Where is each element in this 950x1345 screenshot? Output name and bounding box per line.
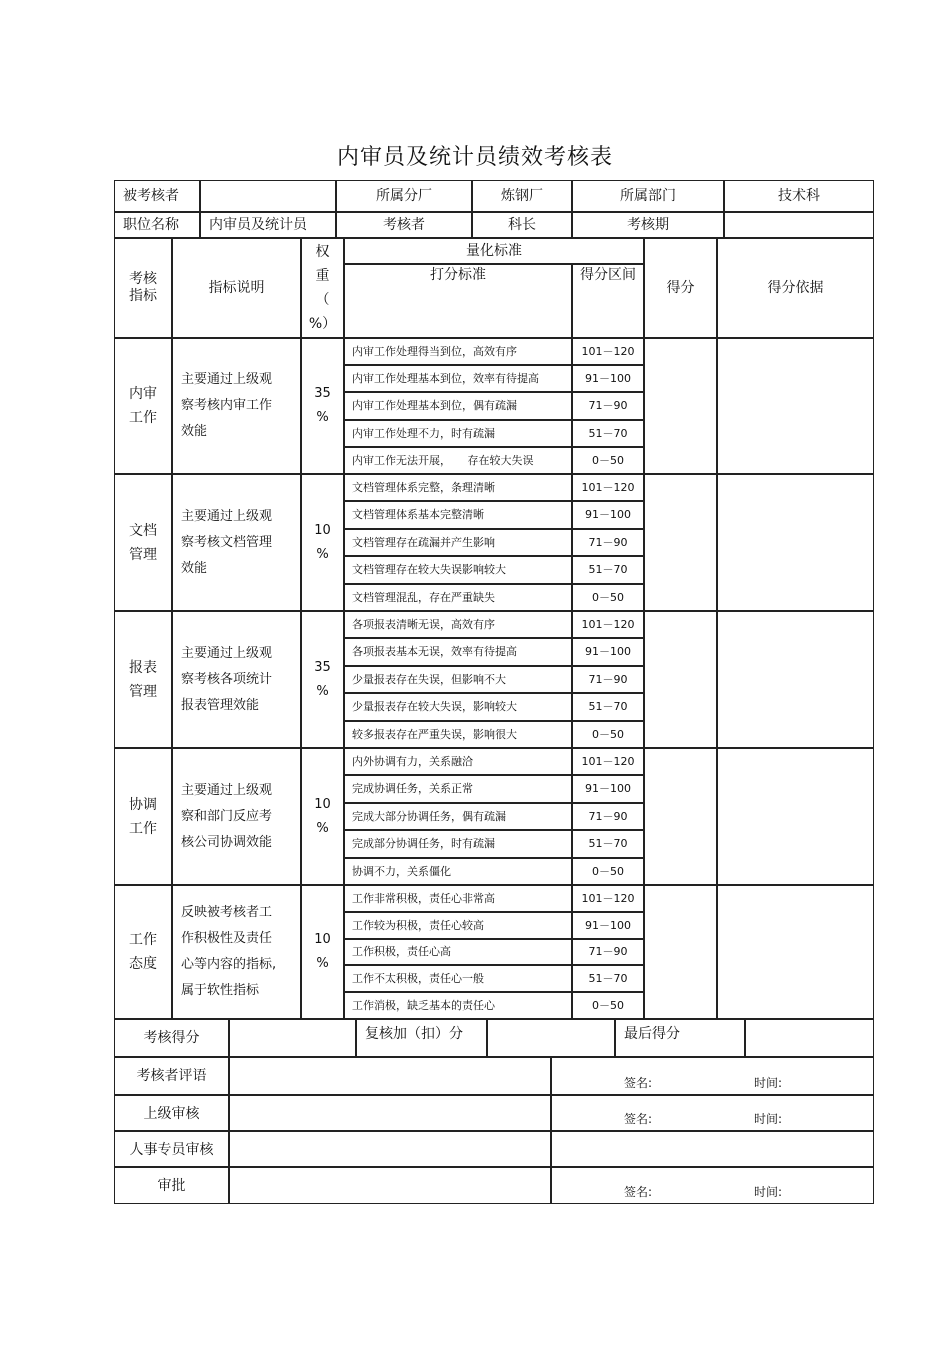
time-label: 时间: <box>754 1184 783 1199</box>
section-desc-5-line: 心等内容的指标, <box>181 957 277 972</box>
section-weight-1-line: 35 <box>314 386 331 401</box>
sign-label: 签名: <box>624 1111 653 1126</box>
criteria-4-3: 完成大部分协调任务，偶有疏漏 <box>344 803 572 830</box>
criteria-2-1: 文档管理体系完整，条理清晰 <box>344 474 572 501</box>
col-criteria: 打分标准 <box>344 264 572 338</box>
criteria-5-5: 工作消极，缺乏基本的责任心 <box>344 992 572 1019</box>
criteria-3-1: 各项报表清晰无误，高效有序 <box>344 611 572 638</box>
criteria-2-3: 文档管理存在疏漏并产生影响 <box>344 529 572 556</box>
footer-sign-cell-4[interactable] <box>551 1167 874 1204</box>
criteria-4-1: 内外协调有力，关系融洽 <box>344 748 572 775</box>
section-desc-3-line: 主要通过上级观 <box>181 645 273 661</box>
footer-sign-cell-2[interactable] <box>551 1095 874 1131</box>
header2-cell-6[interactable] <box>724 212 874 238</box>
criteria-3-2: 各项报表基本无误，效率有待提高 <box>344 638 572 666</box>
page-title: 内审员及统计员绩效考核表 <box>336 145 613 170</box>
criteria-3-3: 少量报表存在失误，但影响不大 <box>344 666 572 693</box>
col-indicator-line: 考核 <box>129 271 157 288</box>
header2-cell-5: 考核期 <box>572 212 724 238</box>
score-input-2[interactable] <box>644 474 717 611</box>
section-desc-1-line: 察考核内审工作 <box>181 398 273 413</box>
section-desc-3-line: 报表管理效能 <box>181 697 260 713</box>
section-desc-3 <box>172 611 301 748</box>
range-5-1: 101－120 <box>572 885 644 912</box>
footer-comment-2[interactable] <box>229 1095 551 1131</box>
section-desc-1-line: 效能 <box>181 424 208 439</box>
col-basis: 得分依据 <box>717 238 874 338</box>
score-input-4[interactable] <box>644 748 717 885</box>
footer-sign-cell-1[interactable] <box>551 1057 874 1095</box>
range-1-5: 0－50 <box>572 447 644 474</box>
section-weight-2-line: % <box>316 546 329 562</box>
range-2-4: 51－70 <box>572 556 644 584</box>
header-cell-6: 技术科 <box>724 180 874 212</box>
range-5-3: 71－90 <box>572 939 644 965</box>
section-weight-2-line: 10 <box>314 522 331 538</box>
basis-input-3[interactable] <box>717 611 874 748</box>
final-label: 最后得分 <box>615 1019 745 1057</box>
range-5-4: 51－70 <box>572 965 644 992</box>
review-label: 复核加（扣）分 <box>356 1019 487 1057</box>
section-name-4 <box>114 748 172 885</box>
criteria-3-5: 较多报表存在严重失误，影响很大 <box>344 721 572 748</box>
section-weight-5-line: 10 <box>314 932 331 947</box>
section-weight-4-line: % <box>316 820 329 836</box>
section-desc-5-line: 作积极性及责任 <box>181 931 273 946</box>
section-desc-5-line: 属于软性指标 <box>181 983 260 998</box>
header-cell-2[interactable] <box>200 180 336 212</box>
footer-comment-1[interactable] <box>229 1057 551 1095</box>
section-desc-2-line: 效能 <box>181 560 208 576</box>
header2-cell-4: 科长 <box>472 212 572 238</box>
col-weight-line: 权 <box>315 244 330 260</box>
criteria-4-4: 完成部分协调任务，时有疏漏 <box>344 830 572 858</box>
criteria-1-1: 内审工作处理得当到位，高效有序 <box>344 338 572 365</box>
criteria-1-5: 内审工作无法开展， 存在较大失误 <box>344 447 572 474</box>
section-name-1-line: 工作 <box>129 410 157 426</box>
col-range: 得分区间 <box>572 264 644 338</box>
range-2-2: 91－100 <box>572 501 644 529</box>
range-4-1: 101－120 <box>572 748 644 775</box>
section-desc-1-line: 主要通过上级观 <box>181 372 273 387</box>
header2-cell-2: 内审员及统计员 <box>200 212 336 238</box>
section-weight-1-line: % <box>316 410 329 425</box>
section-desc-2-line: 察考核文档管理 <box>181 534 273 550</box>
range-1-2: 91－100 <box>572 365 644 392</box>
footer-label-1: 考核者评语 <box>114 1057 229 1095</box>
header-cell-4: 炼钢厂 <box>472 180 572 212</box>
range-4-4: 51－70 <box>572 830 644 858</box>
section-name-5 <box>114 885 172 1019</box>
criteria-1-3: 内审工作处理基本到位，偶有疏漏 <box>344 392 572 420</box>
score-input-5[interactable] <box>644 885 717 1019</box>
col-weight-line: （ <box>315 292 330 308</box>
sign-label: 签名: <box>624 1184 653 1199</box>
range-4-3: 71－90 <box>572 803 644 830</box>
sign-label: 签名: <box>624 1075 653 1090</box>
col-quant: 量化标准 <box>344 238 644 264</box>
section-desc-4-line: 核公司协调效能 <box>181 834 273 850</box>
range-3-5: 0－50 <box>572 721 644 748</box>
col-indicator <box>114 238 172 338</box>
basis-input-4[interactable] <box>717 748 874 885</box>
section-weight-3-line: % <box>316 683 329 699</box>
score-label: 考核得分 <box>114 1019 229 1057</box>
col-indicator-line: 指标 <box>129 288 157 304</box>
footer-label-4: 审批 <box>114 1167 229 1204</box>
col-weight <box>301 238 344 338</box>
header-cell-1: 被考核者 <box>114 180 200 212</box>
section-name-3 <box>114 611 172 748</box>
footer-label-2: 上级审核 <box>114 1095 229 1131</box>
score-input-3[interactable] <box>644 611 717 748</box>
criteria-1-2: 内审工作处理基本到位，效率有待提高 <box>344 365 572 392</box>
range-1-1: 101－120 <box>572 338 644 365</box>
footer-label-3: 人事专员审核 <box>114 1131 229 1167</box>
criteria-3-4: 少量报表存在较大失误，影响较大 <box>344 693 572 721</box>
criteria-2-4: 文档管理存在较大失误影响较大 <box>344 556 572 584</box>
section-name-1-line: 内审 <box>129 386 157 402</box>
range-3-2: 91－100 <box>572 638 644 666</box>
section-desc-2 <box>172 474 301 611</box>
range-3-3: 71－90 <box>572 666 644 693</box>
score-input-1[interactable] <box>644 338 717 474</box>
col-weight-line: 重 <box>315 268 330 284</box>
range-5-2: 91－100 <box>572 912 644 939</box>
time-label: 时间: <box>754 1111 783 1126</box>
range-4-5: 0－50 <box>572 858 644 885</box>
section-desc-3-line: 察考核各项统计 <box>181 671 273 687</box>
section-desc-5-line: 反映被考核者工 <box>181 905 273 920</box>
section-weight-3 <box>301 611 344 748</box>
section-weight-5-line: % <box>316 956 329 971</box>
section-name-5-line: 工作 <box>129 932 157 948</box>
section-name-2 <box>114 474 172 611</box>
criteria-4-5: 协调不力，关系僵化 <box>344 858 572 885</box>
section-weight-3-line: 35 <box>314 659 331 675</box>
section-weight-5 <box>301 885 344 1019</box>
section-desc-1 <box>172 338 301 474</box>
header2-cell-3: 考核者 <box>336 212 472 238</box>
basis-input-5[interactable] <box>717 885 874 1019</box>
time-label: 时间: <box>754 1075 783 1090</box>
section-name-1 <box>114 338 172 474</box>
criteria-5-4: 工作不太积极，责任心一般 <box>344 965 572 992</box>
score-value[interactable] <box>229 1019 356 1057</box>
criteria-1-4: 内审工作处理不力，时有疏漏 <box>344 420 572 447</box>
col-score: 得分 <box>644 238 717 338</box>
col-weight-line: %） <box>308 316 337 332</box>
section-name-4-line: 协调 <box>129 796 157 813</box>
final-value[interactable] <box>745 1019 874 1057</box>
section-desc-5 <box>172 885 301 1019</box>
footer-sign-cell-3[interactable] <box>551 1131 874 1167</box>
range-3-1: 101－120 <box>572 611 644 638</box>
range-4-2: 91－100 <box>572 775 644 803</box>
criteria-2-5: 文档管理混乱，存在严重缺失 <box>344 584 572 611</box>
section-weight-4-line: 10 <box>314 796 331 812</box>
range-1-3: 71－90 <box>572 392 644 420</box>
section-weight-4 <box>301 748 344 885</box>
criteria-4-2: 完成协调任务，关系正常 <box>344 775 572 803</box>
range-2-3: 71－90 <box>572 529 644 556</box>
section-name-2-line: 管理 <box>129 546 157 563</box>
criteria-5-2: 工作较为积极，责任心较高 <box>344 912 572 939</box>
section-name-2-line: 文档 <box>129 522 157 539</box>
footer-comment-4[interactable] <box>229 1167 551 1204</box>
range-1-4: 51－70 <box>572 420 644 447</box>
range-2-5: 0－50 <box>572 584 644 611</box>
section-desc-4-line: 主要通过上级观 <box>181 782 273 798</box>
criteria-5-1: 工作非常积极，责任心非常高 <box>344 885 572 912</box>
basis-input-1[interactable] <box>717 338 874 474</box>
section-name-5-line: 态度 <box>129 956 157 972</box>
col-description: 指标说明 <box>172 238 301 338</box>
review-value[interactable] <box>487 1019 615 1057</box>
header-cell-3: 所属分厂 <box>336 180 472 212</box>
section-name-3-line: 管理 <box>129 683 157 700</box>
header-cell-5: 所属部门 <box>572 180 724 212</box>
header2-cell-1: 职位名称 <box>114 212 200 238</box>
section-weight-2 <box>301 474 344 611</box>
footer-comment-3[interactable] <box>229 1131 551 1167</box>
section-desc-4-line: 察和部门反应考 <box>181 808 273 824</box>
section-desc-4 <box>172 748 301 885</box>
basis-input-2[interactable] <box>717 474 874 611</box>
section-desc-2-line: 主要通过上级观 <box>181 508 273 524</box>
section-name-4-line: 工作 <box>129 820 157 837</box>
section-name-3-line: 报表 <box>129 659 157 676</box>
criteria-5-3: 工作积极，责任心高 <box>344 939 572 965</box>
range-3-4: 51－70 <box>572 693 644 721</box>
criteria-2-2: 文档管理体系基本完整清晰 <box>344 501 572 529</box>
range-5-5: 0－50 <box>572 992 644 1019</box>
range-2-1: 101－120 <box>572 474 644 501</box>
section-weight-1 <box>301 338 344 474</box>
